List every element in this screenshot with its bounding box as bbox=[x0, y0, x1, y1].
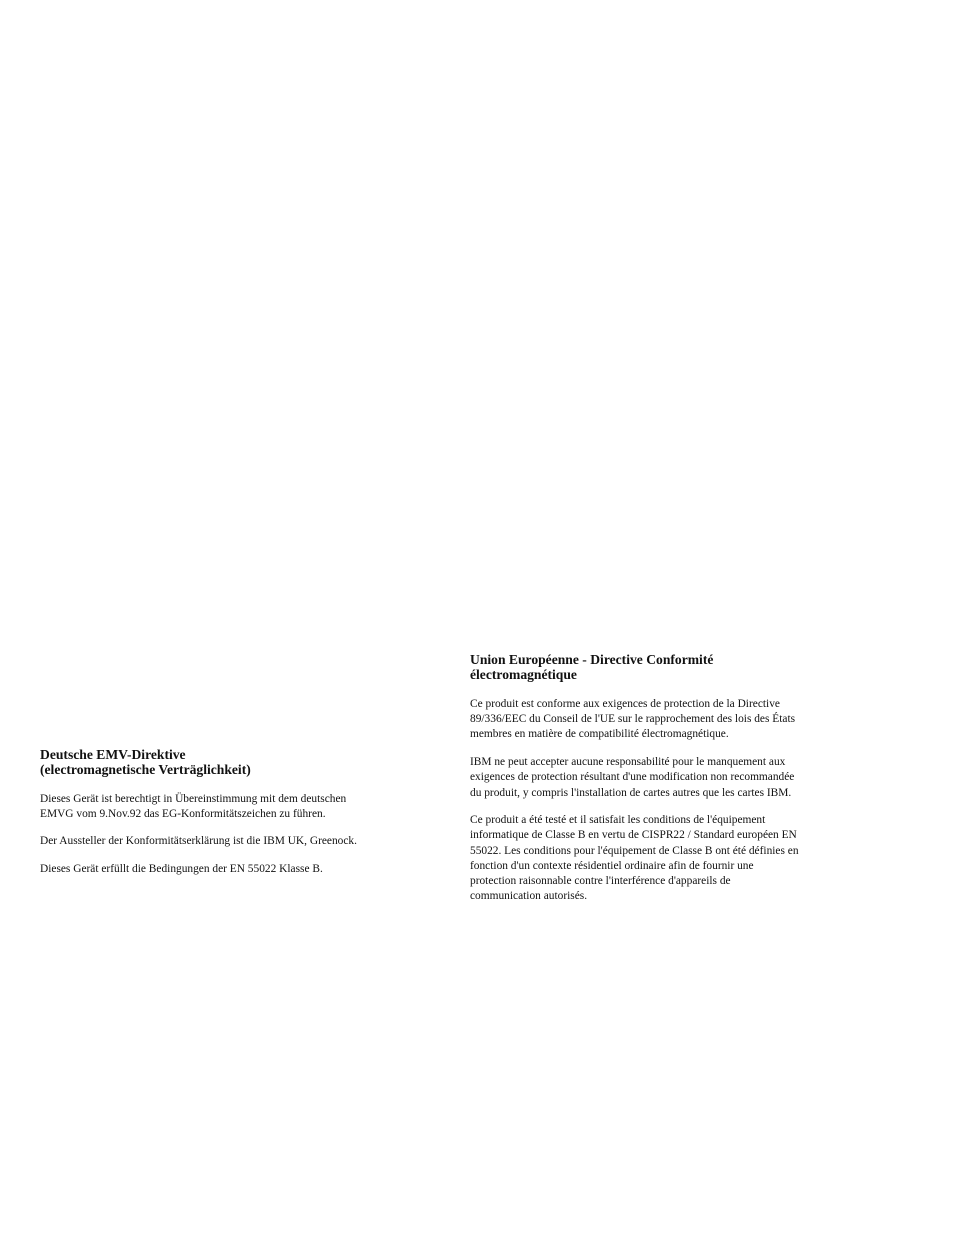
french-para2-line: exigences de protection résultant d'une modification non recommandée bbox=[470, 771, 795, 784]
french-para3-line: fonction d'un contexte résidentiel ordinaire afin de fournir une bbox=[470, 859, 754, 872]
german-heading-line2: (electromagnetische Verträglichkeit) bbox=[40, 762, 251, 777]
german-emv-section bbox=[40, 747, 430, 889]
german-paragraph-3: Dieses Gerät erfüllt die Bedingungen der EN 55022 Klasse B. bbox=[40, 862, 323, 875]
german-paragraph-2: Der Aussteller der Konformitätserklärung ist die IBM UK, Greenock. bbox=[40, 835, 357, 848]
french-para1-line: Ce produit est conforme aux exigences de protection de la Directive bbox=[470, 698, 780, 710]
german-heading-line1: Deutsche EMV-Direktive bbox=[40, 747, 186, 762]
french-emc-section bbox=[470, 652, 845, 917]
french-paragraph-3 bbox=[470, 813, 845, 904]
german-section-heading bbox=[40, 747, 430, 777]
french-para1-line: 89/336/EEC du Conseil de l'UE sur le rapprochement des lois des États bbox=[470, 713, 796, 726]
french-para2-line: IBM ne peut accepter aucune responsabilité pour le manquement aux bbox=[470, 756, 786, 769]
french-paragraph-1 bbox=[470, 697, 845, 743]
french-para3-line: 55022. Les conditions pour l'équipement de Classe B ont été définies en bbox=[470, 844, 799, 857]
french-para1-line: membres en matière de compatibilité électromagnétique. bbox=[470, 728, 729, 741]
french-heading-line1: Union Européenne - Directive Conformité bbox=[470, 652, 714, 667]
german-paragraph-1 bbox=[40, 792, 430, 822]
german-para1-line1: Dieses Gerät ist berechtigt in Übereinstimmung mit dem deutschen bbox=[40, 793, 347, 805]
german-para1-line2: EMVG vom 9.Nov.92 das EG-Konformitätszeichen zu führen. bbox=[40, 808, 326, 821]
french-para3-line: protection raisonnable contre l'interférence d'appareils de bbox=[470, 875, 731, 888]
french-paragraph-2 bbox=[470, 755, 845, 801]
french-heading-line2: électromagnétique bbox=[470, 667, 577, 682]
french-section-heading bbox=[470, 652, 845, 682]
french-para2-line: du produit, y compris l'installation de cartes autres que les cartes IBM. bbox=[470, 786, 792, 799]
french-para3-line: communication autorisés. bbox=[470, 890, 588, 903]
french-para3-line: informatique de Classe B en vertu de CISPR22 / Standard européen EN bbox=[470, 829, 797, 842]
french-para3-line: Ce produit a été testé et il satisfait les conditions de l'équipement bbox=[470, 814, 766, 827]
